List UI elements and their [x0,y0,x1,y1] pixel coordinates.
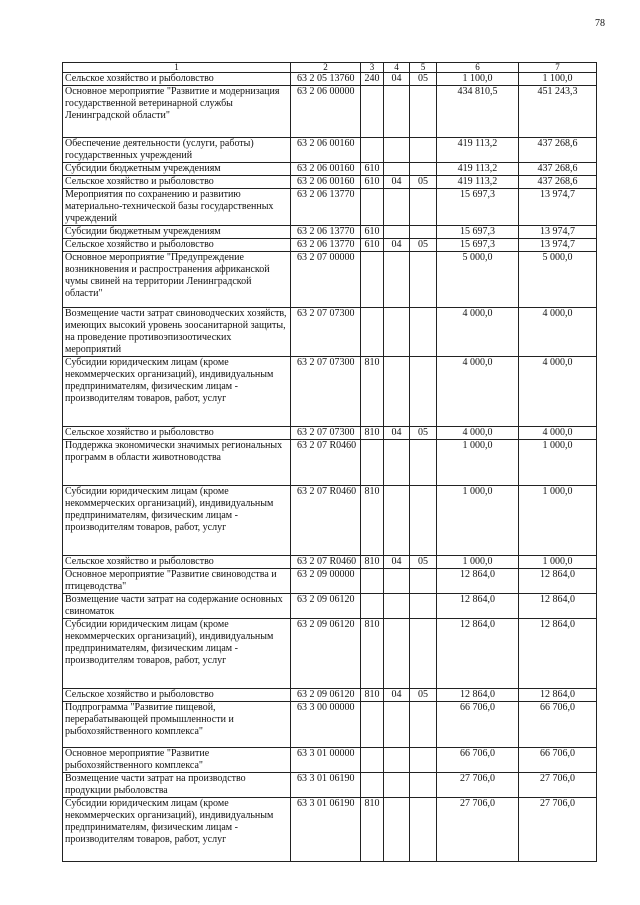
subsection-cell [410,138,437,163]
row-name-cell: Мероприятия по сохранению и развитию материально-технической базы государственных учреждений [63,189,291,226]
row-name-cell: Субсидии юридическим лицам (кроме некоммерческих организаций), индивидуальным предпринимателям, физическим лицам - производителям товаров, работ, услуг [63,798,291,862]
amount-year1-cell: 419 113,2 [437,138,519,163]
row-name-cell: Возмещение части затрат свиноводческих хозяйств, имеющих высокий уровень зоосанитарной защиты, на проведение противоэпизоотических мероприятий [63,308,291,357]
table-row [63,773,597,798]
subsection-cell [410,189,437,226]
table-row [63,73,597,86]
column-header: 4 [384,63,410,73]
amount-year2-cell: 66 706,0 [519,702,597,748]
row-name-cell: Сельское хозяйство и рыболовство [63,689,291,702]
row-name-cell: Сельское хозяйство и рыболовство [63,239,291,252]
budget-code-cell: 63 2 06 13770 [291,189,361,226]
budget-code-cell: 63 2 06 00160 [291,163,361,176]
amount-year1-cell: 1 100,0 [437,73,519,86]
amount-year2-cell: 1 000,0 [519,556,597,569]
table-row [63,440,597,486]
column-header: 7 [519,63,597,73]
amount-year1-cell: 15 697,3 [437,189,519,226]
amount-year2-cell: 4 000,0 [519,357,597,427]
table-row [63,427,597,440]
subsection-cell: 05 [410,556,437,569]
row-name-cell: Сельское хозяйство и рыболовство [63,73,291,86]
subsection-cell [410,798,437,862]
subsection-cell [410,163,437,176]
table-row [63,569,597,594]
amount-year1-cell: 434 810,5 [437,86,519,138]
amount-year2-cell: 437 268,6 [519,176,597,189]
budget-code-cell: 63 2 07 00000 [291,252,361,308]
budget-code-cell: 63 2 07 R0460 [291,556,361,569]
amount-year1-cell: 27 706,0 [437,773,519,798]
expense-type-cell [361,189,384,226]
table-row [63,702,597,748]
column-header: 1 [63,63,291,73]
budget-code-cell: 63 2 09 06120 [291,689,361,702]
amount-year2-cell: 66 706,0 [519,748,597,773]
budget-code-cell: 63 2 07 R0460 [291,486,361,556]
subsection-cell [410,440,437,486]
expense-type-cell [361,86,384,138]
amount-year1-cell: 66 706,0 [437,702,519,748]
row-name-cell: Основное мероприятие "Развитие и модернизация государственной ветеринарной службы Ленинградской области" [63,86,291,138]
expense-type-cell: 610 [361,226,384,239]
section-cell: 04 [384,556,410,569]
budget-code-cell: 63 2 09 00000 [291,569,361,594]
subsection-cell [410,226,437,239]
budget-table [62,62,597,862]
subsection-cell: 05 [410,689,437,702]
table-row [63,594,597,619]
amount-year1-cell: 419 113,2 [437,176,519,189]
section-cell: 04 [384,176,410,189]
row-name-cell: Поддержка экономически значимых региональных программ в области животноводства [63,440,291,486]
budget-code-cell: 63 2 07 07300 [291,308,361,357]
section-cell [384,226,410,239]
column-header: 6 [437,63,519,73]
subsection-cell [410,569,437,594]
subsection-cell: 05 [410,73,437,86]
table-row [63,357,597,427]
amount-year2-cell: 437 268,6 [519,138,597,163]
section-cell: 04 [384,427,410,440]
section-cell [384,357,410,427]
section-cell [384,702,410,748]
section-cell [384,308,410,357]
expense-type-cell [361,702,384,748]
table-row [63,163,597,176]
amount-year1-cell: 66 706,0 [437,748,519,773]
expense-type-cell: 810 [361,619,384,689]
section-cell [384,252,410,308]
subsection-cell [410,486,437,556]
section-cell [384,594,410,619]
amount-year1-cell: 4 000,0 [437,357,519,427]
amount-year1-cell: 4 000,0 [437,308,519,357]
row-name-cell: Субсидии юридическим лицам (кроме некоммерческих организаций), индивидуальным предпринимателям, физическим лицам - производителям товаров, работ, услуг [63,619,291,689]
expense-type-cell: 810 [361,798,384,862]
amount-year2-cell: 13 974,7 [519,226,597,239]
table-row [63,798,597,862]
amount-year2-cell: 4 000,0 [519,308,597,357]
amount-year1-cell: 12 864,0 [437,594,519,619]
amount-year1-cell: 12 864,0 [437,689,519,702]
budget-code-cell: 63 2 06 00000 [291,86,361,138]
expense-type-cell [361,569,384,594]
row-name-cell: Подпрограмма "Развитие пищевой, перерабатывающей промышленности и рыбохозяйственного комплекса" [63,702,291,748]
table-row [63,176,597,189]
amount-year2-cell: 4 000,0 [519,427,597,440]
amount-year2-cell: 1 000,0 [519,440,597,486]
section-cell [384,748,410,773]
amount-year2-cell: 27 706,0 [519,773,597,798]
budget-code-cell: 63 3 00 00000 [291,702,361,748]
subsection-cell [410,619,437,689]
row-name-cell: Субсидии бюджетным учреждениям [63,226,291,239]
budget-code-cell: 63 2 06 00160 [291,176,361,189]
amount-year1-cell: 5 000,0 [437,252,519,308]
table-row [63,252,597,308]
amount-year2-cell: 12 864,0 [519,619,597,689]
row-name-cell: Возмещение части затрат на производство продукции рыболовства [63,773,291,798]
expense-type-cell: 810 [361,357,384,427]
section-cell: 04 [384,73,410,86]
section-cell: 04 [384,239,410,252]
subsection-cell [410,357,437,427]
budget-code-cell: 63 2 09 06120 [291,619,361,689]
amount-year2-cell: 437 268,6 [519,163,597,176]
budget-code-cell: 63 2 07 07300 [291,427,361,440]
section-cell [384,773,410,798]
row-name-cell: Субсидии юридическим лицам (кроме некоммерческих организаций), индивидуальным предпринимателям, физическим лицам - производителям товаров, работ, услуг [63,486,291,556]
table-row [63,308,597,357]
budget-code-cell: 63 3 01 00000 [291,748,361,773]
subsection-cell [410,702,437,748]
expense-type-cell [361,773,384,798]
expense-type-cell: 810 [361,486,384,556]
column-header: 3 [361,63,384,73]
subsection-cell: 05 [410,239,437,252]
amount-year1-cell: 1 000,0 [437,440,519,486]
table-row [63,138,597,163]
expense-type-cell [361,252,384,308]
row-name-cell: Основное мероприятие "Предупреждение возникновения и распространения африканской чумы свиней на территории Ленинградской области" [63,252,291,308]
amount-year1-cell: 12 864,0 [437,569,519,594]
amount-year2-cell: 5 000,0 [519,252,597,308]
row-name-cell: Субсидии юридическим лицам (кроме некоммерческих организаций), индивидуальным предпринимателям, физическим лицам - производителям товаров, работ, услуг [63,357,291,427]
row-name-cell: Сельское хозяйство и рыболовство [63,556,291,569]
budget-code-cell: 63 2 09 06120 [291,594,361,619]
amount-year2-cell: 27 706,0 [519,798,597,862]
expense-type-cell [361,594,384,619]
table-row [63,486,597,556]
row-name-cell: Основное мероприятие "Развитие свиноводства и птицеводства" [63,569,291,594]
subsection-cell [410,773,437,798]
expense-type-cell [361,748,384,773]
section-cell [384,798,410,862]
budget-code-cell: 63 3 01 06190 [291,773,361,798]
amount-year2-cell: 12 864,0 [519,594,597,619]
amount-year2-cell: 1 000,0 [519,486,597,556]
expense-type-cell: 240 [361,73,384,86]
subsection-cell [410,594,437,619]
amount-year2-cell: 12 864,0 [519,569,597,594]
expense-type-cell: 810 [361,556,384,569]
expense-type-cell: 810 [361,689,384,702]
budget-code-cell: 63 2 06 13770 [291,239,361,252]
column-numbers-row [63,63,597,73]
expense-type-cell: 610 [361,176,384,189]
amount-year1-cell: 15 697,3 [437,239,519,252]
budget-code-cell: 63 2 06 13770 [291,226,361,239]
budget-code-cell: 63 2 07 R0460 [291,440,361,486]
section-cell [384,138,410,163]
row-name-cell: Обеспечение деятельности (услуги, работы) государственных учреждений [63,138,291,163]
subsection-cell [410,86,437,138]
section-cell [384,86,410,138]
subsection-cell [410,252,437,308]
amount-year1-cell: 15 697,3 [437,226,519,239]
amount-year1-cell: 1 000,0 [437,486,519,556]
expense-type-cell: 610 [361,239,384,252]
subsection-cell: 05 [410,427,437,440]
expense-type-cell [361,308,384,357]
subsection-cell: 05 [410,176,437,189]
row-name-cell: Сельское хозяйство и рыболовство [63,427,291,440]
section-cell [384,440,410,486]
amount-year2-cell: 13 974,7 [519,239,597,252]
section-cell [384,163,410,176]
budget-code-cell: 63 2 07 07300 [291,357,361,427]
table-row [63,226,597,239]
section-cell [384,619,410,689]
amount-year1-cell: 12 864,0 [437,619,519,689]
amount-year1-cell: 419 113,2 [437,163,519,176]
section-cell: 04 [384,689,410,702]
amount-year2-cell: 1 100,0 [519,73,597,86]
table-row [63,86,597,138]
amount-year2-cell: 451 243,3 [519,86,597,138]
row-name-cell: Основное мероприятие "Развитие рыбохозяйственного комплекса" [63,748,291,773]
amount-year1-cell: 1 000,0 [437,556,519,569]
section-cell [384,189,410,226]
expense-type-cell: 810 [361,427,384,440]
budget-code-cell: 63 2 06 00160 [291,138,361,163]
table-row [63,619,597,689]
budget-code-cell: 63 3 01 06190 [291,798,361,862]
expense-type-cell: 610 [361,163,384,176]
amount-year1-cell: 27 706,0 [437,798,519,862]
section-cell [384,569,410,594]
row-name-cell: Возмещение части затрат на содержание основных свиноматок [63,594,291,619]
expense-type-cell [361,440,384,486]
table-row [63,689,597,702]
table-row [63,748,597,773]
amount-year2-cell: 12 864,0 [519,689,597,702]
page-number: 78 [595,18,605,29]
column-header: 2 [291,63,361,73]
table-row [63,189,597,226]
table-row [63,556,597,569]
column-header: 5 [410,63,437,73]
amount-year1-cell: 4 000,0 [437,427,519,440]
row-name-cell: Сельское хозяйство и рыболовство [63,176,291,189]
budget-code-cell: 63 2 05 13760 [291,73,361,86]
expense-type-cell [361,138,384,163]
subsection-cell [410,308,437,357]
subsection-cell [410,748,437,773]
amount-year2-cell: 13 974,7 [519,189,597,226]
row-name-cell: Субсидии бюджетным учреждениям [63,163,291,176]
table-row [63,239,597,252]
section-cell [384,486,410,556]
